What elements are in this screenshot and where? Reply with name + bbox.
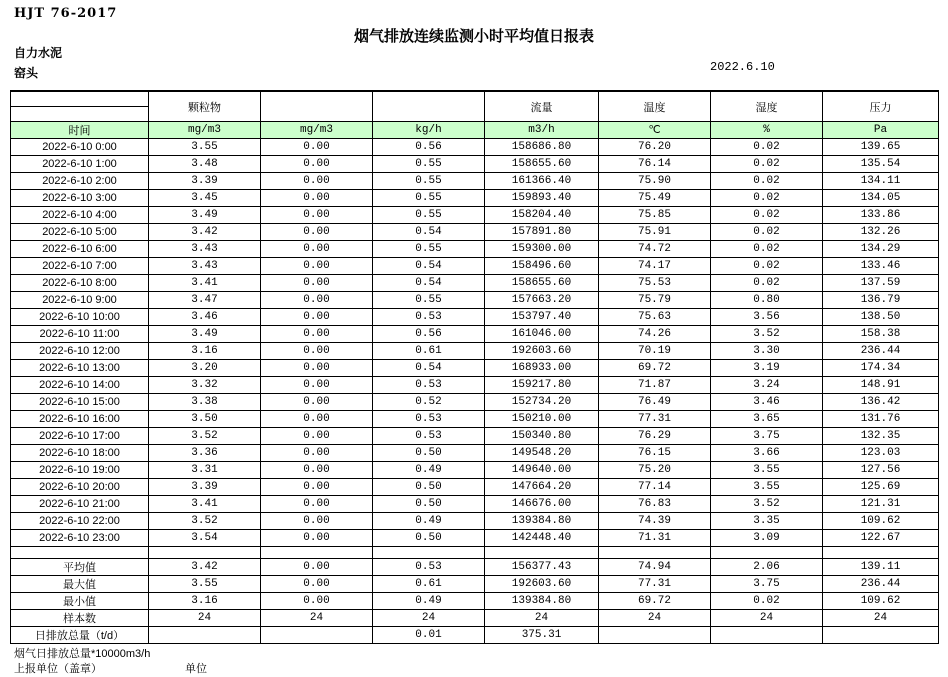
value-cell: 77.31 — [599, 576, 711, 593]
row-label-cell: 样本数 — [11, 610, 149, 627]
value-cell — [373, 547, 485, 559]
row-label-cell: 2022-6-10 15:00 — [11, 394, 149, 411]
value-cell: 0.00 — [261, 139, 373, 156]
value-cell: 159893.40 — [485, 190, 599, 207]
value-cell: 152734.20 — [485, 394, 599, 411]
standard-code: HJT 76-2017 — [14, 6, 118, 21]
row-label-cell: 2022-6-10 19:00 — [11, 462, 149, 479]
value-cell: 3.48 — [149, 156, 261, 173]
monitor-point-label: 窑头 — [14, 66, 39, 80]
table-row — [11, 241, 939, 258]
value-cell: 3.52 — [149, 513, 261, 530]
value-cell: 0.54 — [373, 258, 485, 275]
value-cell: 0.00 — [261, 411, 373, 428]
row-label-cell: 2022-6-10 5:00 — [11, 224, 149, 241]
table-row — [11, 173, 939, 190]
table-row — [11, 377, 939, 394]
value-cell: 69.72 — [599, 593, 711, 610]
value-cell: 159217.80 — [485, 377, 599, 394]
table-group-header-row — [11, 91, 939, 107]
value-cell: 70.19 — [599, 343, 711, 360]
row-label-cell: 2022-6-10 7:00 — [11, 258, 149, 275]
table-row — [11, 411, 939, 428]
value-cell: 3.52 — [711, 326, 823, 343]
spacer-row — [11, 547, 939, 559]
value-cell: 76.29 — [599, 428, 711, 445]
value-cell: 0.01 — [373, 627, 485, 644]
header-cell-empty — [11, 91, 149, 107]
table-row — [11, 445, 939, 462]
value-cell — [149, 547, 261, 559]
header-cell-blank-2 — [373, 91, 485, 122]
summary-row — [11, 559, 939, 576]
table-row — [11, 207, 939, 224]
value-cell: 3.32 — [149, 377, 261, 394]
value-cell — [823, 627, 939, 644]
header-cell-pressure: 压力 — [823, 91, 939, 122]
row-label-cell: 2022-6-10 20:00 — [11, 479, 149, 496]
value-cell: 76.49 — [599, 394, 711, 411]
value-cell: 0.53 — [373, 377, 485, 394]
value-cell: 139384.80 — [485, 593, 599, 610]
value-cell: 3.75 — [711, 576, 823, 593]
value-cell: 147664.20 — [485, 479, 599, 496]
value-cell: 0.02 — [711, 258, 823, 275]
value-cell: 3.55 — [711, 462, 823, 479]
value-cell: 168933.00 — [485, 360, 599, 377]
value-cell: 157663.20 — [485, 292, 599, 309]
value-cell: 3.52 — [711, 496, 823, 513]
value-cell: 0.00 — [261, 530, 373, 547]
value-cell: 0.49 — [373, 462, 485, 479]
table-row — [11, 139, 939, 156]
value-cell: 3.41 — [149, 496, 261, 513]
value-cell: 0.00 — [261, 479, 373, 496]
footer-note: 烟气日排放总量*10000m3/h — [14, 648, 151, 660]
table-row — [11, 479, 939, 496]
summary-row — [11, 576, 939, 593]
value-cell: 135.54 — [823, 156, 939, 173]
value-cell: 0.55 — [373, 241, 485, 258]
value-cell: 139384.80 — [485, 513, 599, 530]
value-cell: 158204.40 — [485, 207, 599, 224]
row-label-cell: 2022-6-10 6:00 — [11, 241, 149, 258]
value-cell: 75.79 — [599, 292, 711, 309]
value-cell: 149548.20 — [485, 445, 599, 462]
value-cell: 76.83 — [599, 496, 711, 513]
value-cell: 3.39 — [149, 479, 261, 496]
value-cell: 0.61 — [373, 343, 485, 360]
value-cell: 24 — [823, 610, 939, 627]
value-cell: 0.00 — [261, 428, 373, 445]
value-cell: 0.61 — [373, 576, 485, 593]
row-label-cell — [11, 547, 149, 559]
value-cell: 0.00 — [261, 360, 373, 377]
value-cell — [599, 547, 711, 559]
value-cell: 3.09 — [711, 530, 823, 547]
value-cell: 3.16 — [149, 343, 261, 360]
value-cell: 158496.60 — [485, 258, 599, 275]
unit-cell-mg-m3-a: mg/m3 — [149, 122, 261, 139]
value-cell: 136.42 — [823, 394, 939, 411]
value-cell: 236.44 — [823, 576, 939, 593]
table-row — [11, 496, 939, 513]
value-cell: 148.91 — [823, 377, 939, 394]
value-cell: 3.30 — [711, 343, 823, 360]
value-cell: 236.44 — [823, 343, 939, 360]
row-label-cell: 最小值 — [11, 593, 149, 610]
table-row — [11, 156, 939, 173]
row-label-cell: 日排放总量（t/d） — [11, 627, 149, 644]
table-row — [11, 258, 939, 275]
value-cell: 0.02 — [711, 190, 823, 207]
value-cell: 0.00 — [261, 275, 373, 292]
value-cell: 0.54 — [373, 224, 485, 241]
value-cell: 71.87 — [599, 377, 711, 394]
value-cell: 158655.60 — [485, 156, 599, 173]
value-cell: 0.56 — [373, 326, 485, 343]
table-row — [11, 275, 939, 292]
value-cell: 156377.43 — [485, 559, 599, 576]
table-row — [11, 394, 939, 411]
value-cell: 74.94 — [599, 559, 711, 576]
value-cell: 0.00 — [261, 309, 373, 326]
value-cell: 131.76 — [823, 411, 939, 428]
value-cell: 0.00 — [261, 343, 373, 360]
summary-row — [11, 627, 939, 644]
table-row — [11, 428, 939, 445]
row-label-cell: 2022-6-10 14:00 — [11, 377, 149, 394]
row-label-cell: 最大值 — [11, 576, 149, 593]
table-row — [11, 292, 939, 309]
value-cell: 132.26 — [823, 224, 939, 241]
value-cell: 75.91 — [599, 224, 711, 241]
value-cell: 0.02 — [711, 275, 823, 292]
value-cell: 150210.00 — [485, 411, 599, 428]
company-name: 自力水泥 — [14, 46, 63, 60]
value-cell: 74.26 — [599, 326, 711, 343]
page-title: 烟气排放连续监测小时平均值日报表 — [353, 28, 594, 45]
value-cell: 3.20 — [149, 360, 261, 377]
value-cell: 149640.00 — [485, 462, 599, 479]
value-cell: 109.62 — [823, 593, 939, 610]
value-cell: 0.00 — [261, 241, 373, 258]
value-cell: 3.16 — [149, 593, 261, 610]
value-cell: 3.54 — [149, 530, 261, 547]
value-cell: 75.63 — [599, 309, 711, 326]
row-label-cell: 2022-6-10 8:00 — [11, 275, 149, 292]
unit-cell-celsius: ℃ — [599, 122, 711, 139]
value-cell: 0.49 — [373, 513, 485, 530]
value-cell: 3.65 — [711, 411, 823, 428]
value-cell — [261, 547, 373, 559]
value-cell: 0.00 — [261, 326, 373, 343]
value-cell: 0.00 — [261, 496, 373, 513]
value-cell: 0.55 — [373, 173, 485, 190]
value-cell: 0.56 — [373, 139, 485, 156]
header-cell-temperature: 温度 — [599, 91, 711, 122]
unit-cell-pa: Pa — [823, 122, 939, 139]
row-label-cell: 2022-6-10 18:00 — [11, 445, 149, 462]
value-cell: 0.55 — [373, 292, 485, 309]
value-cell: 0.02 — [711, 156, 823, 173]
value-cell: 0.53 — [373, 411, 485, 428]
value-cell: 0.00 — [261, 462, 373, 479]
value-cell: 0.50 — [373, 479, 485, 496]
value-cell: 158.38 — [823, 326, 939, 343]
table-row — [11, 530, 939, 547]
summary-row — [11, 610, 939, 627]
value-cell: 0.80 — [711, 292, 823, 309]
value-cell: 161046.00 — [485, 326, 599, 343]
value-cell: 3.38 — [149, 394, 261, 411]
table-row — [11, 462, 939, 479]
value-cell: 123.03 — [823, 445, 939, 462]
row-label-cell: 2022-6-10 0:00 — [11, 139, 149, 156]
unit-cell-kg-h: kg/h — [373, 122, 485, 139]
value-cell: 138.50 — [823, 309, 939, 326]
value-cell: 136.79 — [823, 292, 939, 309]
value-cell: 132.35 — [823, 428, 939, 445]
value-cell: 24 — [599, 610, 711, 627]
value-cell: 3.56 — [711, 309, 823, 326]
value-cell: 0.00 — [261, 224, 373, 241]
value-cell: 0.00 — [261, 258, 373, 275]
header-cell-particulate: 颗粒物 — [149, 91, 261, 122]
value-cell: 0.52 — [373, 394, 485, 411]
value-cell: 0.53 — [373, 559, 485, 576]
row-label-cell: 2022-6-10 9:00 — [11, 292, 149, 309]
value-cell: 0.00 — [261, 156, 373, 173]
value-cell: 3.35 — [711, 513, 823, 530]
value-cell: 75.85 — [599, 207, 711, 224]
value-cell: 0.55 — [373, 207, 485, 224]
value-cell: 2.06 — [711, 559, 823, 576]
row-label-cell: 2022-6-10 4:00 — [11, 207, 149, 224]
value-cell: 24 — [373, 610, 485, 627]
report-table — [10, 90, 939, 644]
value-cell: 3.50 — [149, 411, 261, 428]
value-cell: 75.53 — [599, 275, 711, 292]
value-cell: 0.49 — [373, 593, 485, 610]
value-cell: 76.14 — [599, 156, 711, 173]
value-cell — [711, 627, 823, 644]
value-cell: 159300.00 — [485, 241, 599, 258]
value-cell: 3.46 — [711, 394, 823, 411]
value-cell: 0.00 — [261, 445, 373, 462]
value-cell: 0.02 — [711, 593, 823, 610]
value-cell — [149, 627, 261, 644]
value-cell: 174.34 — [823, 360, 939, 377]
value-cell: 375.31 — [485, 627, 599, 644]
row-label-cell: 2022-6-10 21:00 — [11, 496, 149, 513]
value-cell: 3.19 — [711, 360, 823, 377]
value-cell: 0.00 — [261, 513, 373, 530]
header-cell-flow: 流量 — [485, 91, 599, 122]
value-cell: 133.46 — [823, 258, 939, 275]
value-cell: 134.05 — [823, 190, 939, 207]
row-label-cell: 2022-6-10 11:00 — [11, 326, 149, 343]
value-cell: 0.00 — [261, 173, 373, 190]
value-cell: 0.00 — [261, 576, 373, 593]
row-label-cell: 2022-6-10 16:00 — [11, 411, 149, 428]
value-cell: 127.56 — [823, 462, 939, 479]
value-cell: 121.31 — [823, 496, 939, 513]
row-label-cell: 2022-6-10 13:00 — [11, 360, 149, 377]
value-cell: 139.11 — [823, 559, 939, 576]
unit-cell-time: 时间 — [11, 122, 149, 139]
value-cell: 157891.80 — [485, 224, 599, 241]
value-cell: 69.72 — [599, 360, 711, 377]
table-row — [11, 513, 939, 530]
value-cell: 76.15 — [599, 445, 711, 462]
unit-label: 单位 — [185, 663, 207, 675]
value-cell: 0.02 — [711, 207, 823, 224]
value-cell: 192603.60 — [485, 576, 599, 593]
unit-cell-percent: % — [711, 122, 823, 139]
value-cell: 139.65 — [823, 139, 939, 156]
value-cell: 137.59 — [823, 275, 939, 292]
value-cell: 3.45 — [149, 190, 261, 207]
value-cell: 0.02 — [711, 241, 823, 258]
value-cell: 3.55 — [149, 576, 261, 593]
table-row — [11, 309, 939, 326]
value-cell: 142448.40 — [485, 530, 599, 547]
header-cell-humidity: 湿度 — [711, 91, 823, 122]
value-cell: 0.55 — [373, 156, 485, 173]
value-cell: 3.55 — [711, 479, 823, 496]
row-label-cell: 2022-6-10 3:00 — [11, 190, 149, 207]
value-cell — [711, 547, 823, 559]
value-cell: 134.29 — [823, 241, 939, 258]
table-row — [11, 190, 939, 207]
table-row — [11, 343, 939, 360]
value-cell: 74.39 — [599, 513, 711, 530]
value-cell: 0.53 — [373, 309, 485, 326]
value-cell: 0.00 — [261, 292, 373, 309]
value-cell: 74.17 — [599, 258, 711, 275]
value-cell: 3.49 — [149, 207, 261, 224]
value-cell: 0.50 — [373, 530, 485, 547]
value-cell: 3.24 — [711, 377, 823, 394]
value-cell: 0.54 — [373, 360, 485, 377]
value-cell — [261, 627, 373, 644]
value-cell: 24 — [261, 610, 373, 627]
value-cell: 0.50 — [373, 445, 485, 462]
value-cell: 0.00 — [261, 559, 373, 576]
value-cell: 3.42 — [149, 559, 261, 576]
value-cell: 24 — [711, 610, 823, 627]
value-cell: 3.43 — [149, 241, 261, 258]
value-cell: 125.69 — [823, 479, 939, 496]
value-cell: 158655.60 — [485, 275, 599, 292]
value-cell: 0.54 — [373, 275, 485, 292]
row-label-cell: 2022-6-10 12:00 — [11, 343, 149, 360]
table-row — [11, 360, 939, 377]
value-cell: 3.31 — [149, 462, 261, 479]
value-cell — [599, 627, 711, 644]
value-cell: 0.02 — [711, 224, 823, 241]
value-cell: 3.43 — [149, 258, 261, 275]
row-label-cell: 2022-6-10 22:00 — [11, 513, 149, 530]
value-cell: 0.53 — [373, 428, 485, 445]
row-label-cell: 2022-6-10 2:00 — [11, 173, 149, 190]
value-cell: 3.46 — [149, 309, 261, 326]
value-cell: 3.52 — [149, 428, 261, 445]
row-label-cell: 2022-6-10 10:00 — [11, 309, 149, 326]
value-cell: 0.00 — [261, 190, 373, 207]
value-cell: 192603.60 — [485, 343, 599, 360]
value-cell: 75.20 — [599, 462, 711, 479]
value-cell: 75.90 — [599, 173, 711, 190]
value-cell: 122.67 — [823, 530, 939, 547]
value-cell: 161366.40 — [485, 173, 599, 190]
value-cell: 133.86 — [823, 207, 939, 224]
value-cell: 24 — [149, 610, 261, 627]
value-cell: 3.75 — [711, 428, 823, 445]
value-cell: 0.00 — [261, 394, 373, 411]
value-cell: 3.49 — [149, 326, 261, 343]
value-cell: 3.39 — [149, 173, 261, 190]
summary-row — [11, 593, 939, 610]
value-cell: 3.41 — [149, 275, 261, 292]
header-cell-blank-1 — [261, 91, 373, 122]
report-date: 2022.6.10 — [710, 60, 775, 74]
value-cell — [485, 547, 599, 559]
value-cell: 0.55 — [373, 190, 485, 207]
value-cell: 134.11 — [823, 173, 939, 190]
value-cell: 3.47 — [149, 292, 261, 309]
value-cell: 153797.40 — [485, 309, 599, 326]
table-row — [11, 224, 939, 241]
unit-cell-m3-h: m3/h — [485, 122, 599, 139]
value-cell: 0.02 — [711, 139, 823, 156]
row-label-cell: 平均值 — [11, 559, 149, 576]
report-unit-label: 上报单位（盖章） — [14, 663, 102, 675]
value-cell: 158686.80 — [485, 139, 599, 156]
value-cell: 77.14 — [599, 479, 711, 496]
header-cell-empty-lower — [11, 107, 149, 122]
value-cell — [823, 547, 939, 559]
value-cell: 3.55 — [149, 139, 261, 156]
value-cell: 75.49 — [599, 190, 711, 207]
value-cell: 3.66 — [711, 445, 823, 462]
value-cell: 0.00 — [261, 207, 373, 224]
value-cell: 0.50 — [373, 496, 485, 513]
value-cell: 150340.80 — [485, 428, 599, 445]
row-label-cell: 2022-6-10 23:00 — [11, 530, 149, 547]
table-row — [11, 326, 939, 343]
row-label-cell: 2022-6-10 17:00 — [11, 428, 149, 445]
value-cell: 0.02 — [711, 173, 823, 190]
table-unit-row — [11, 122, 939, 139]
value-cell: 0.00 — [261, 377, 373, 394]
value-cell: 3.42 — [149, 224, 261, 241]
value-cell: 71.31 — [599, 530, 711, 547]
value-cell: 74.72 — [599, 241, 711, 258]
value-cell: 0.00 — [261, 593, 373, 610]
value-cell: 77.31 — [599, 411, 711, 428]
value-cell: 24 — [485, 610, 599, 627]
value-cell: 109.62 — [823, 513, 939, 530]
value-cell: 146676.00 — [485, 496, 599, 513]
value-cell: 76.20 — [599, 139, 711, 156]
row-label-cell: 2022-6-10 1:00 — [11, 156, 149, 173]
unit-cell-mg-m3-b: mg/m3 — [261, 122, 373, 139]
value-cell: 3.36 — [149, 445, 261, 462]
